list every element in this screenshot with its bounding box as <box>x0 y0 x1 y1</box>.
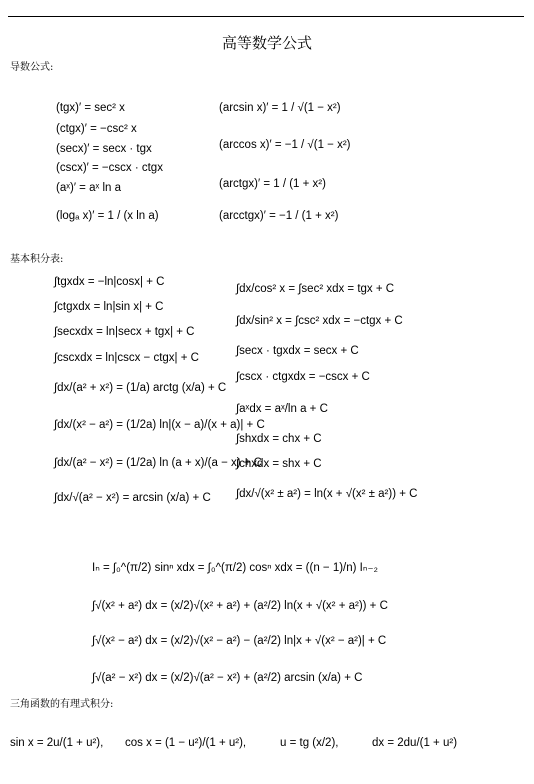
formula-derivative: (aˣ)′ = aˣ ln a <box>56 182 121 194</box>
formula-integral: ∫√(a² − x²) dx = (x/2)√(a² − x²) + (a²/2) arcsin (x/a) + C <box>92 672 363 684</box>
formula-integral: ∫dx/(a² + x²) = (1/a) arctg (x/a) + C <box>54 382 227 394</box>
formula-cos-substitution: cos x = (1 − u²)/(1 + u²), <box>125 737 247 749</box>
formula-integral: ∫chxdx = shx + C <box>236 458 322 470</box>
section-derivatives-heading: 导数公式: <box>10 62 54 73</box>
formula-integral: ∫secx · tgxdx = secx + C <box>236 345 359 357</box>
formula-derivative: (arccos x)′ = −1 / √(1 − x²) <box>219 139 351 151</box>
formula-derivative: (tgx)′ = sec² x <box>56 102 125 114</box>
section-trig-heading: 三角函数的有理式积分: <box>10 699 114 710</box>
formula-integral: ∫dx/sin² x = ∫csc² xdx = −ctgx + C <box>236 315 403 327</box>
formula-integral: ∫tgxdx = −ln|cosx| + C <box>54 276 165 288</box>
formula-derivative: (ctgx)′ = −csc² x <box>56 123 137 135</box>
top-rule <box>8 16 524 17</box>
formula-reduction: Iₙ = ∫₀^(π/2) sinⁿ xdx = ∫₀^(π/2) cosⁿ xdx = ((n − 1)/n) Iₙ₋₂ <box>92 562 378 574</box>
page-title: 高等数学公式 <box>221 34 312 52</box>
formula-integral: ∫dx/(a² − x²) = (1/2a) ln (a + x)/(a − x) + C <box>54 457 262 469</box>
formula-integral: ∫ctgxdx = ln|sin x| + C <box>54 301 164 313</box>
formula-derivative: (logₐ x)′ = 1 / (x ln a) <box>56 210 159 222</box>
section-integrals-heading: 基本积分表: <box>10 254 64 265</box>
formula-integral: ∫shxdx = chx + C <box>236 433 322 445</box>
formula-u-substitution: u = tg (x/2), <box>280 737 339 749</box>
formula-integral: ∫dx/cos² x = ∫sec² xdx = tgx + C <box>236 283 395 295</box>
formula-integral: ∫secxdx = ln|secx + tgx| + C <box>54 326 195 338</box>
formula-derivative: (secx)′ = secx · tgx <box>56 143 152 155</box>
formula-integral: ∫dx/(x² − a²) = (1/2a) ln|(x − a)/(x + a)| + C <box>54 419 265 431</box>
formula-derivative: (cscx)′ = −cscx · ctgx <box>56 162 163 174</box>
formula-integral: ∫dx/√(x² ± a²) = ln(x + √(x² ± a²)) + C <box>236 488 418 500</box>
formula-integral: ∫√(x² + a²) dx = (x/2)√(x² + a²) + (a²/2) ln(x + √(x² + a²)) + C <box>92 600 388 612</box>
formula-integral: ∫cscx · ctgxdx = −cscx + C <box>236 371 370 383</box>
formula-integral: ∫cscxdx = ln|cscx − ctgx| + C <box>54 352 199 364</box>
formula-sin-substitution: sin x = 2u/(1 + u²), <box>10 737 104 749</box>
formula-derivative: (arcsin x)′ = 1 / √(1 − x²) <box>219 102 341 114</box>
formula-dx-substitution: dx = 2du/(1 + u²) <box>372 737 458 749</box>
formula-derivative: (arctgx)′ = 1 / (1 + x²) <box>219 178 326 190</box>
formula-integral: ∫√(x² − a²) dx = (x/2)√(x² − a²) − (a²/2) ln|x + √(x² − a²)| + C <box>92 635 387 647</box>
formula-integral: ∫dx/√(a² − x²) = arcsin (x/a) + C <box>54 492 211 504</box>
formula-integral: ∫aˣdx = aˣ/ln a + C <box>236 403 328 415</box>
formula-derivative: (arcctgx)′ = −1 / (1 + x²) <box>219 210 339 222</box>
